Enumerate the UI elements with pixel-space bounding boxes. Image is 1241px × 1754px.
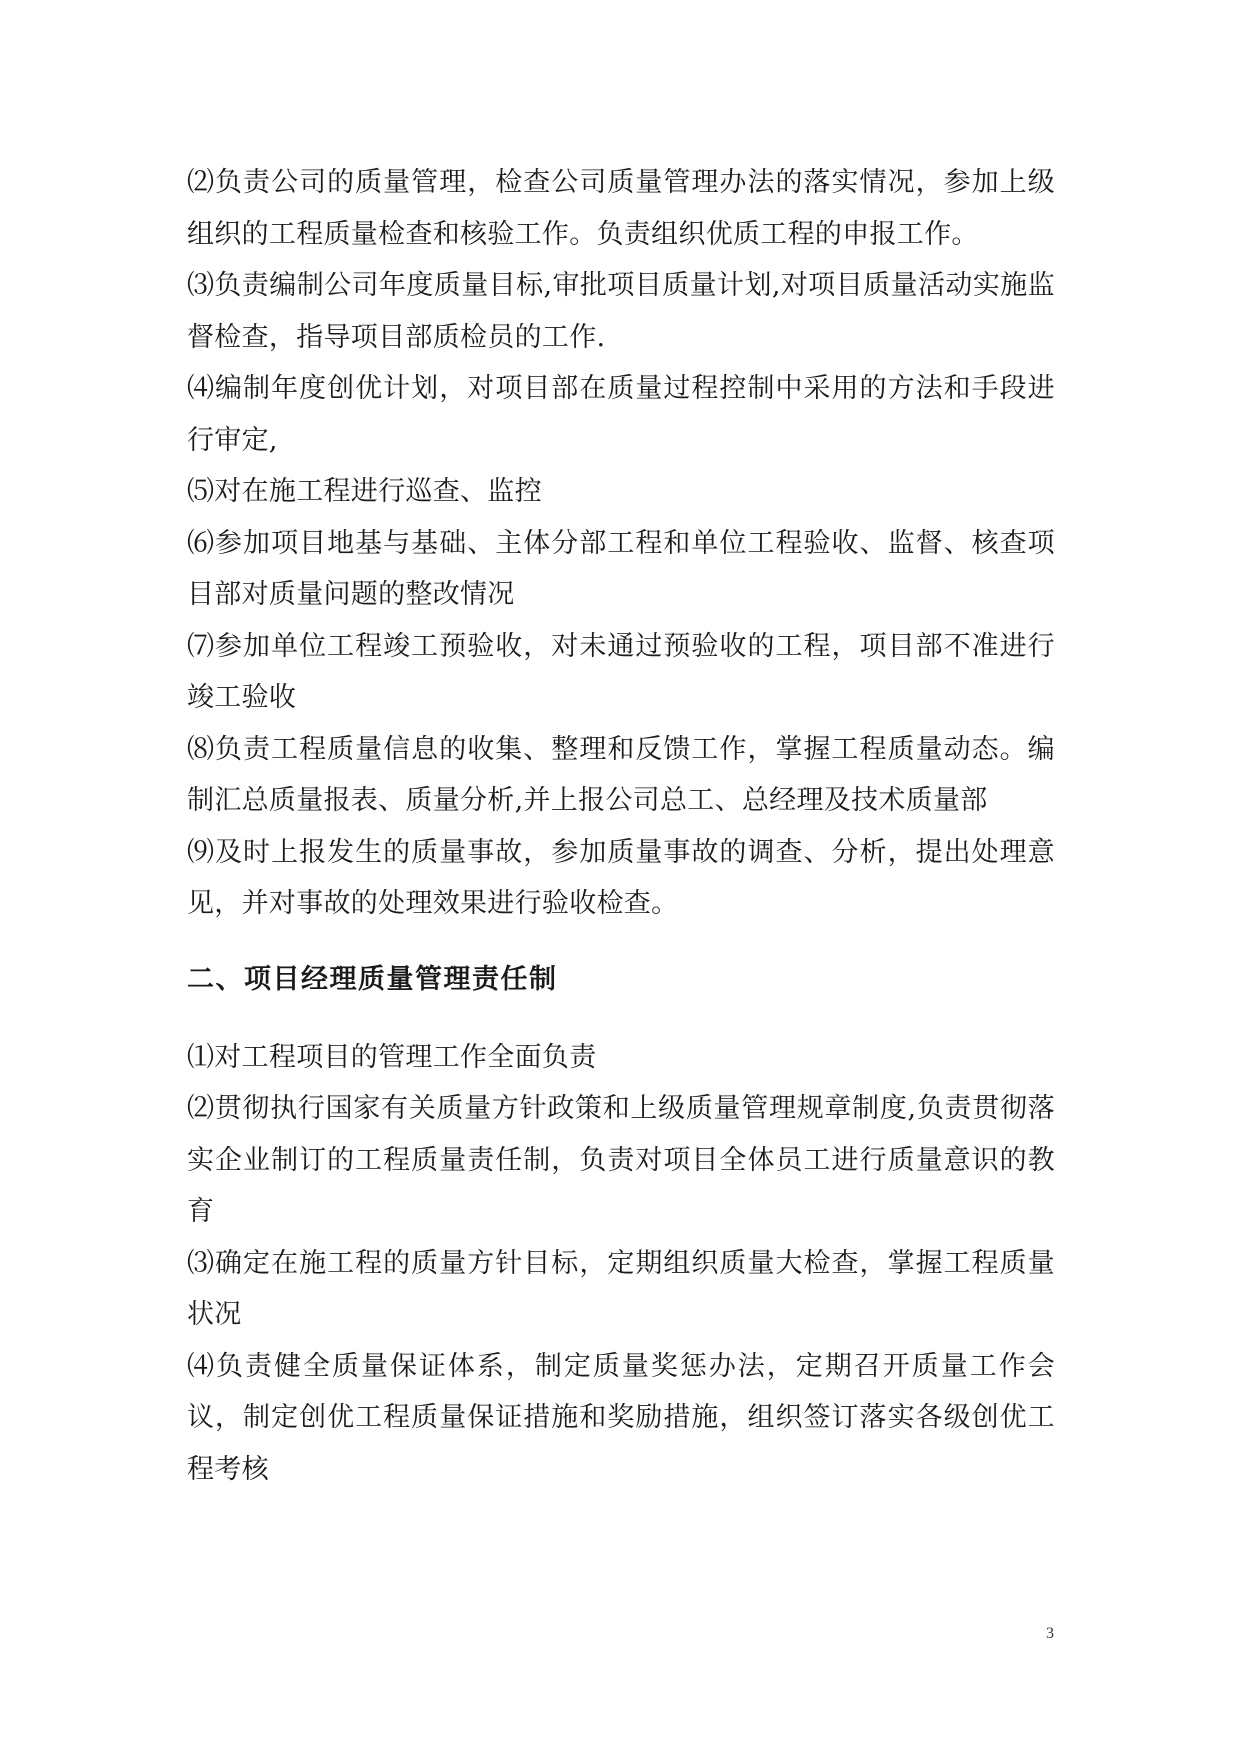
page-content: [187, 157, 1055, 1495]
pm-duty-item-2: ⑵贯彻执行国家有关质量方针政策和上级质量管理规章制度,负责贯彻落实企业制订的工程质量责任制，负责对项目全体员工进行质量意识的教育: [187, 1093, 1055, 1227]
duty-item-5: ⑸对在施工程进行巡查、监控: [187, 476, 542, 507]
pm-duty-item-4: ⑷负责健全质量保证体系，制定质量奖惩办法，定期召开质量工作会议，制定创优工程质量保证措施和奖励措施，组织签订落实各级创优工程考核: [187, 1350, 1055, 1485]
pm-duty-item-1: ⑴对工程项目的管理工作全面负责: [187, 1041, 597, 1073]
duty-item-6: ⑹参加项目地基与基础、主体分部工程和单位工程验收、监督、核查项目部对质量问题的整改情况: [187, 527, 1055, 610]
duty-item-8: ⑻负责工程质量信息的收集、整理和反馈工作，掌握工程质量动态。编制汇总质量报表、质量分析,并上报公司总工、总经理及技术质量部: [187, 733, 1055, 816]
duty-item-4: ⑷编制年度创优计划，对项目部在质量过程控制中采用的方法和手段进行审定,: [187, 373, 1055, 456]
duty-item-2: ⑵负责公司的质量管理，检查公司质量管理办法的落实情况，参加上级组织的工程质量检查和核验工作。负责组织优质工程的申报工作。: [187, 167, 1055, 250]
duty-item-9: ⑼及时上报发生的质量事故，参加质量事故的调查、分析，提出处理意见，并对事故的处理效果进行验收检查。: [187, 836, 1055, 919]
duty-item-7: ⑺参加单位工程竣工预验收，对未通过预验收的工程，项目部不准进行竣工验收: [187, 630, 1055, 713]
section-heading: 二、项目经理质量管理责任制: [187, 963, 558, 995]
pm-duty-item-3: ⑶确定在施工程的质量方针目标，定期组织质量大检查，掌握工程质量状况: [187, 1247, 1055, 1330]
duty-item-3: ⑶负责编制公司年度质量目标,审批项目质量计划,对项目质量活动实施监督检查，指导项目部质检员的工作.: [187, 270, 1055, 353]
page-number: 3: [1046, 1625, 1054, 1642]
